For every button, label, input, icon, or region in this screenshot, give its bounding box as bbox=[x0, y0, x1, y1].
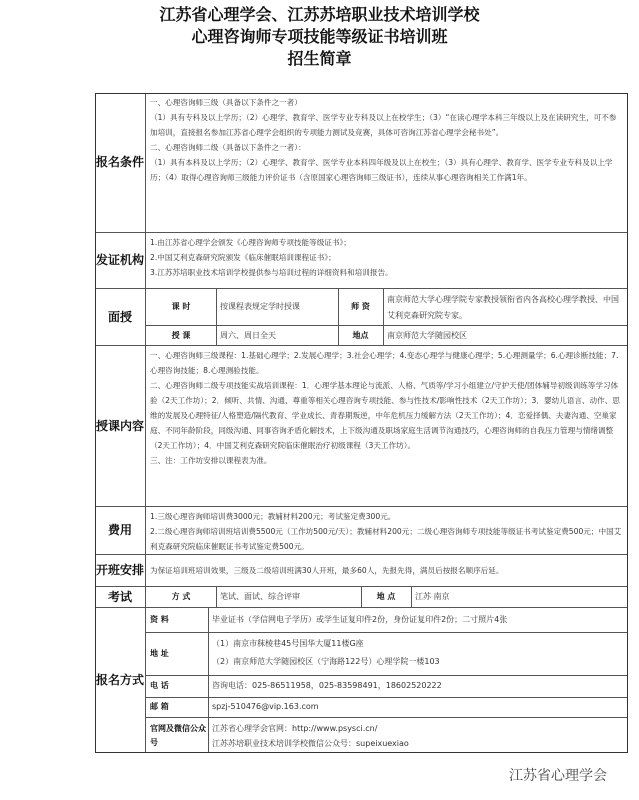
course-line: 三、注：工作坊安排以课程表为准。 bbox=[150, 456, 272, 465]
eligibility-line: 二、心理咨询师二级（具备以下条件之一者）： bbox=[150, 143, 306, 152]
teachers-value: 南京师范大学心理学院专家教授领衔省内各高校心理学教授、中国艾利克森研究院专家。 bbox=[387, 294, 619, 320]
registration-content bbox=[146, 607, 628, 753]
label-fees: 费用 bbox=[95, 506, 145, 554]
registration-item-value2: （2）南京师范大学随园校区（宁海路122号）心理学院一楼103 bbox=[212, 657, 440, 666]
registration-item-label: 资 料 bbox=[150, 615, 169, 624]
class-time-value: 按课程表规定学时授课 bbox=[220, 302, 300, 311]
registration-wechat: 江苏苏培职业技术培训学校微信公众号：supeixuexiao bbox=[212, 738, 409, 748]
eligibility-line: （1）具有本科及以上学历；（2）心理学、教育学、医学专业本科四年级及以上在校生；（3）具有心理学、教育学、医学专业专科及以上学历；（4）取得心理咨询师三级能力评价证书（含原国家心理咨询师三级证书），连续从事心理咨询相关工作满1年。 bbox=[150, 158, 613, 182]
registration-item-label: 电 话 bbox=[150, 681, 169, 690]
eligibility-line: （1）具有专科及以上学历；（2）心理学、教育学、医学专业专科及以上在校学生；（3）“在读心理学本科三年级以上及在读研究生，可不参加培训，直接报名参加江苏省心理学会组织的专项能力测试及竞赛，具体可咨询江苏省心理学会秘书处”。 bbox=[150, 113, 617, 137]
eligibility-line: 一、心理咨询师三级（具备以下条件之一者） bbox=[150, 98, 302, 107]
section-content-column bbox=[145, 93, 628, 753]
course-line: 二、心理咨询师二级专项技能实战培训课程：1．心理学基本理论与流派、人格、气质等/学习小组建立/守护天使/团体辅导初级训练等学习体验（2天工作坊）；2．倾听、共情、沟通、尊重等相关心理咨询专项技能、参与性技术/影响性技术（2天工作坊）；3．婴幼儿语言、动作、思维的发展及心理特征/人格塑造/隔代教育、学业成长、青春期叛逆，中年危机压力缓解方法（2天工作坊）；4．恋爱择偶、夫妻沟通、空巢家庭、不同年龄阶段，同级沟通、同事咨询矛盾化解技术，上下级沟通及职场家庭生活调节沟通技巧，心理咨询师的自我压力管理与情绪调整（2天工作坊）；4．中国艾利克森研究院临床催眠治疗初级课程（3天工作坊）。 bbox=[150, 381, 620, 450]
section-label-column bbox=[95, 93, 145, 753]
label-content: 授课内容 bbox=[95, 345, 145, 506]
registration-item-value: 咨询电话：025-86511958，025-83598491，18602520222 bbox=[212, 681, 442, 690]
issuing-line: 3.江苏苏培职业技术培训学校提供参与培训过程的详细资料和培训报告。 bbox=[150, 268, 393, 277]
registration-item-label: 地 址 bbox=[150, 648, 169, 658]
registration-website[interactable]: 江苏省心理学会官网：http://www.psysci.cn/ bbox=[212, 723, 378, 733]
class-time-label: 课 时 bbox=[171, 302, 191, 311]
watermark: 江苏省心理学会 bbox=[509, 768, 607, 784]
exam-method-value: 笔试、面试、综合评审 bbox=[220, 592, 300, 601]
enrollment-text: 为保证培训班培训效果，三级及二级培训班满30人开班，最多60人，先报先得，满员后按报名顺序后延。 bbox=[150, 566, 504, 575]
exam-content bbox=[146, 586, 628, 607]
exam-method-label: 方 式 bbox=[171, 592, 191, 601]
registration-item-label: 官网及微信公众号 bbox=[150, 724, 206, 747]
label-exam: 考试 bbox=[95, 586, 145, 607]
fees-line: 2.二级心理咨询师培训班培训费5500元（工作坊500元/天）；教辅材料200元；二级心理咨询师专项技能等级证书考试鉴定费500元；中国艾利克森研究院临床催眠证书考试鉴定费500元。 bbox=[150, 527, 622, 551]
enrollment-content bbox=[146, 554, 628, 586]
location-value: 南京师范大学随园校区 bbox=[387, 330, 467, 340]
label-teaching: 面授 bbox=[95, 288, 145, 345]
registration-item-label: 邮 箱 bbox=[150, 702, 169, 711]
main-title-line3: 招生简章 bbox=[287, 49, 352, 68]
registration-item-value: （1）南京市秣棱巷45号国华大厦11楼G座 bbox=[212, 639, 364, 648]
schedule-label: 授 课 bbox=[171, 330, 191, 340]
fees-line: 1.三级心理咨询师培训费3000元；教辅材料200元；考试鉴定费300元。 bbox=[150, 512, 396, 521]
main-title-line1: 江苏省心理学会、江苏苏培职业技术培训学校 bbox=[159, 5, 480, 24]
exam-place-label: 地 点 bbox=[376, 592, 396, 601]
eligibility-content bbox=[146, 93, 628, 232]
issuing-line: 2.中国艾利克森研究院颁发《临床催眠培训课程证书》； bbox=[150, 253, 336, 262]
teachers-label: 师 资 bbox=[351, 302, 370, 311]
teaching-content bbox=[146, 288, 628, 345]
course-line: 一、心理咨询师三级课程：1.基础心理学；2.发展心理学；3.社会心理学；4.变态心理学与健康心理学；5.心理测量学；6.心理诊断技能；7.心理咨询技能；8.心理测验技能。 bbox=[150, 351, 619, 375]
location-label: 地点 bbox=[352, 330, 369, 340]
issuing-line: 1.由江苏省心理学会颁发《心理咨询师专项技能等级证书》； bbox=[150, 238, 351, 247]
main-title-line2: 心理咨询师专项技能等级证书培训班 bbox=[191, 27, 448, 46]
label-eligibility: 报名条件 bbox=[95, 155, 144, 169]
label-registration: 报名方式 bbox=[95, 607, 145, 753]
schedule-value: 周六、周日全天 bbox=[220, 330, 276, 340]
exam-place-value: 江苏 南京 bbox=[415, 592, 450, 601]
label-issuing: 发证机构 bbox=[95, 232, 145, 288]
issuing-content bbox=[146, 232, 628, 288]
course-content bbox=[146, 345, 628, 506]
registration-item-value: 毕业证书（学信网电子学历）或学生证复印件2份，身份证复印件2份；二寸照片4张 bbox=[212, 615, 508, 624]
registration-email[interactable]: spzj-510476@vip.163.com bbox=[212, 702, 319, 711]
label-enrollment: 开班安排 bbox=[95, 554, 145, 586]
fees-content bbox=[146, 506, 628, 554]
